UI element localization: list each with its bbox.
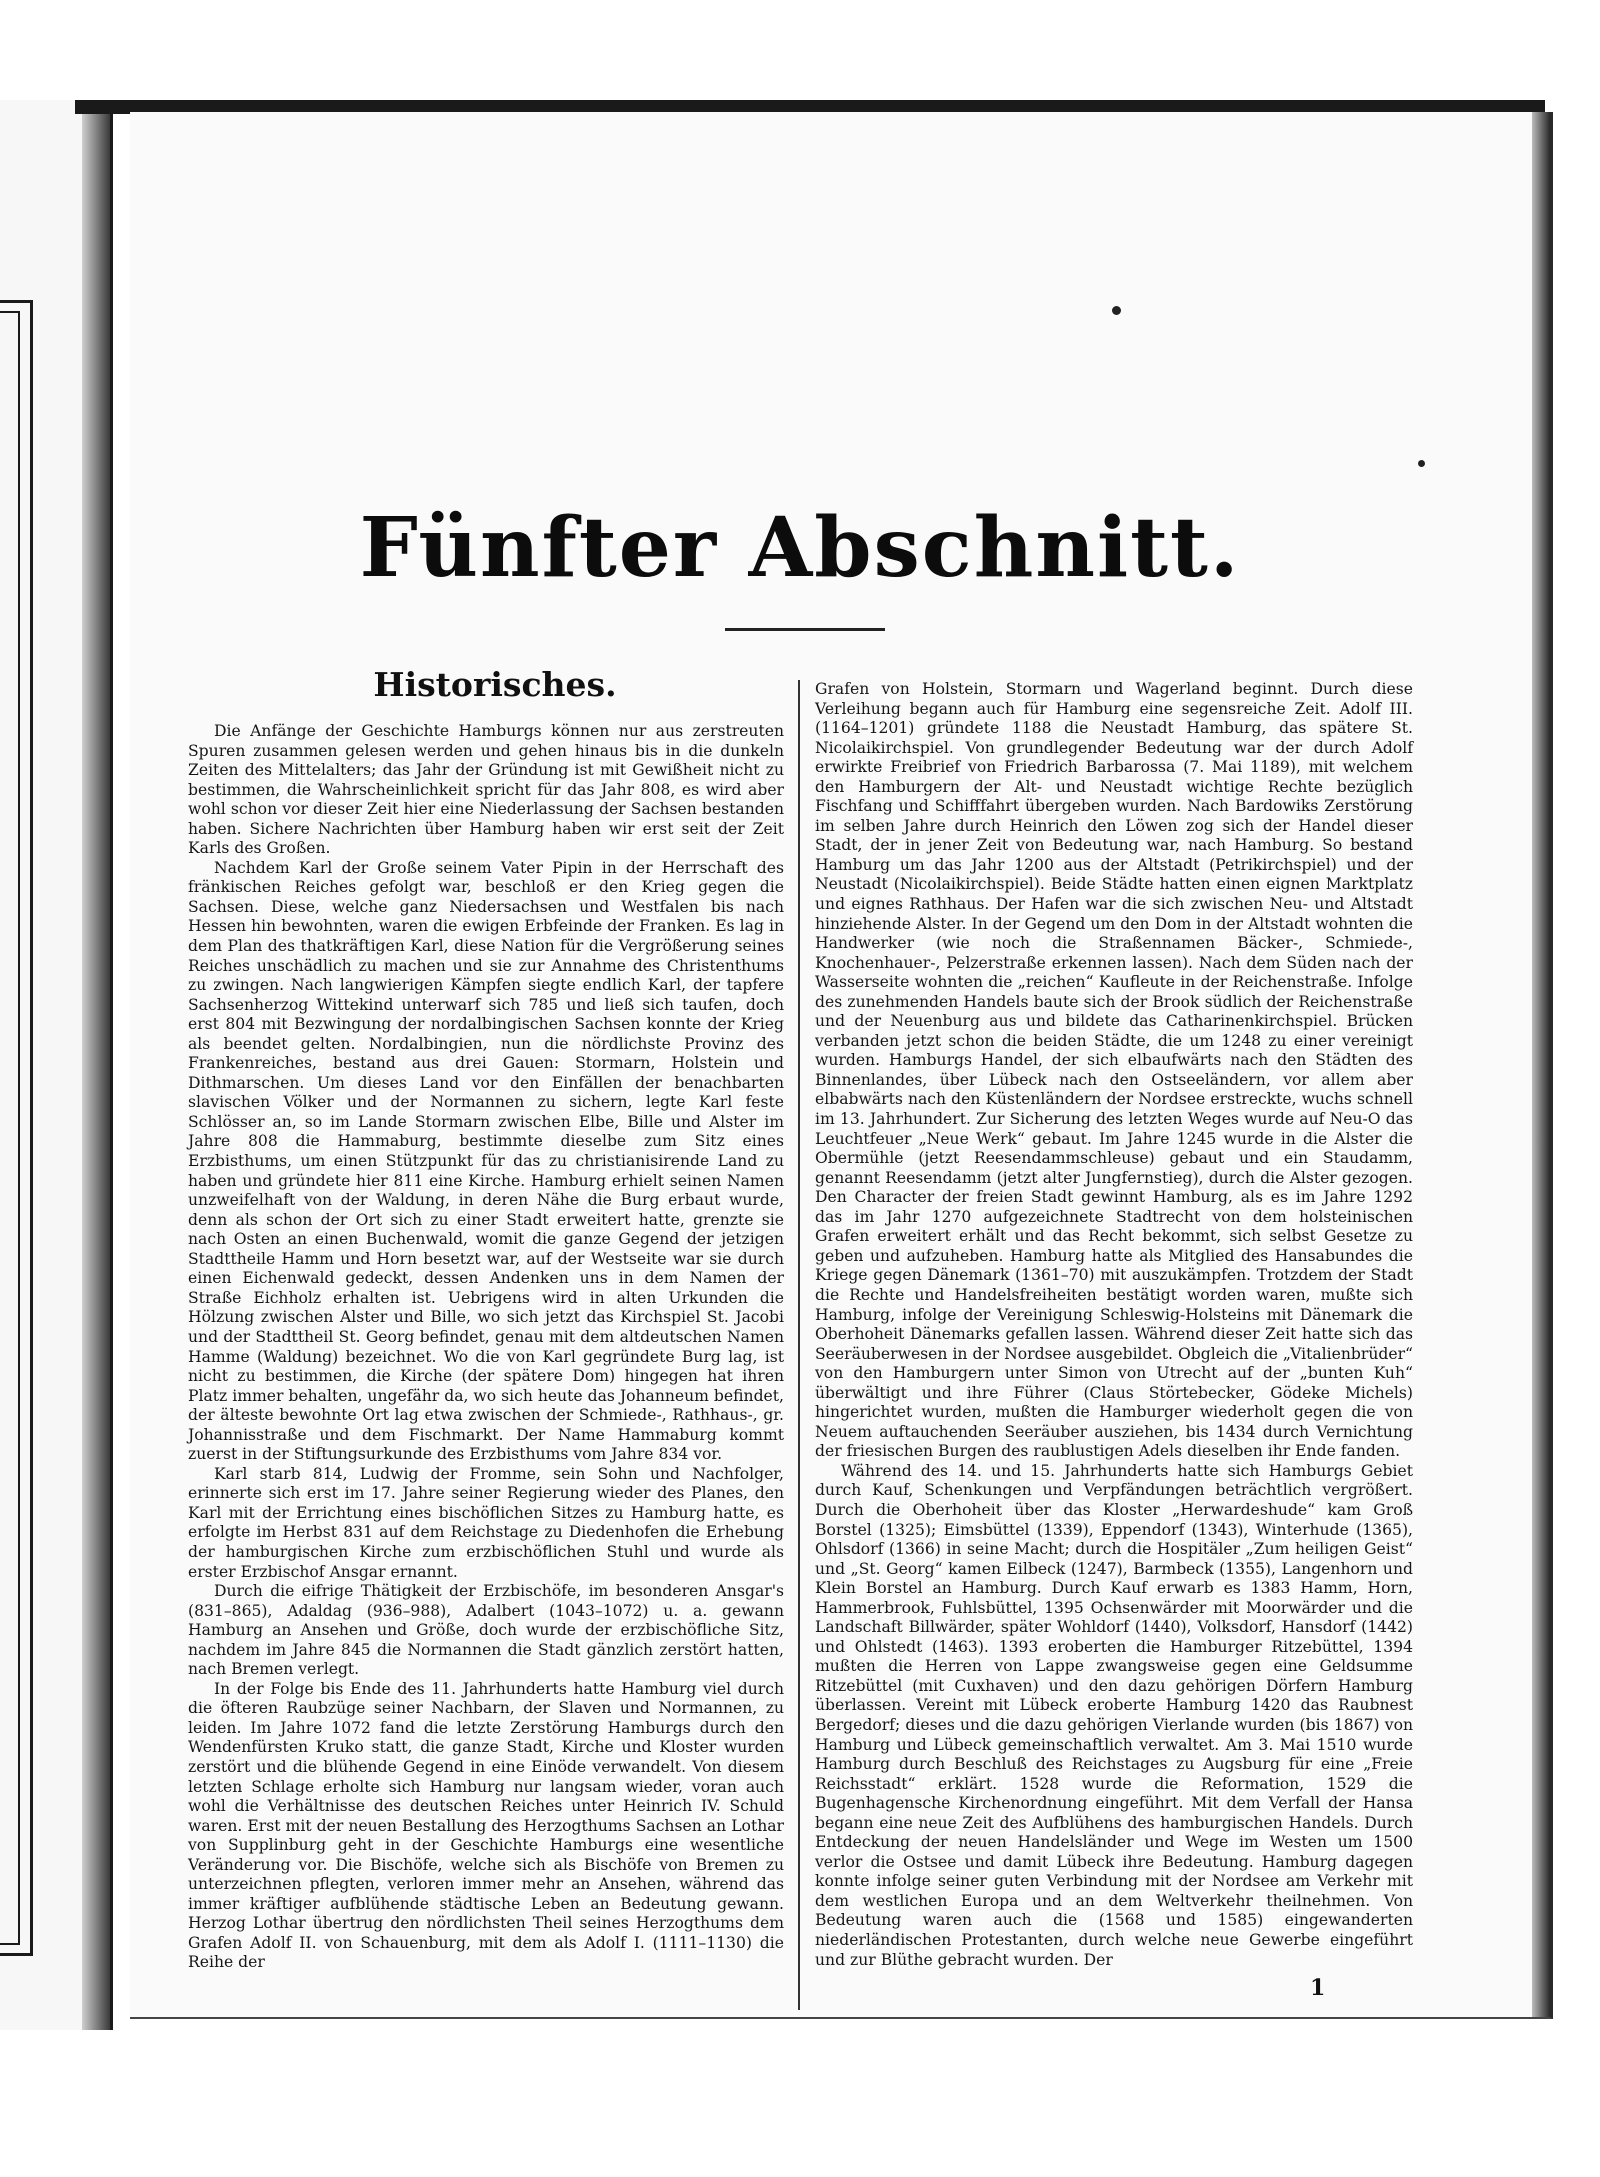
text-column-right — [815, 680, 1413, 1970]
paragraph: Durch die eifrige Thätigkeit der Erzbischöfe, im besonderen Ansgar's (831–865), Adaldag (936–988), Adalbert (1043–1072) u. a. gewann Hamburg an Ansehen und Größe, doch wurde der erzbischöfliche Sitz, nachdem im Jahre 845 die Normannen die Stadt gänzlich zerstört hatten, nach Bremen verlegt. — [188, 1582, 784, 1679]
subsection-title: Historisches. — [373, 665, 617, 704]
title-rule — [725, 628, 885, 631]
ink-speck — [1418, 460, 1425, 467]
ink-speck — [1112, 306, 1121, 315]
paragraph: Während des 14. und 15. Jahrhunderts hatte sich Hamburgs Gebiet durch Kauf, Schenkungen und Verpfändungen beträchtlich vergrößert. Durch die Oberhoheit über das Kloster „Herwardeshude“ kam Groß Borstel (1325); Eimsbüttel (1339), Eppendorf (1343), Winterhude (1365), Ohlsdorf (1366) in seine Macht; durch die Hospitäler „Zum heiligen Geist“ und „St. Georg“ kamen Eilbeck (1247), Barmbeck (1355), Langenhorn und Klein Borstel an Hamburg. Durch Kauf erwarb es 1383 Hamm, Horn, Hammerbrook, Fuhlsbüttel, 1395 Ochsenwärder mit Moorwärder und die Landschaft Billwärder, später Wohldorf (1440), Volksdorf, Hansdorf (1442) und Ohlstedt (1463). 1393 eroberten die Hamburger Ritzebüttel, 1394 mußten die Herren von Lappe zwangsweise gegen eine Geldsumme Ritzebüttel (mit Cuxhaven) und den dazu gehörigen Dörfern Hamburg überlassen. Vereint mit Lübeck eroberte Hamburg 1420 das Raubnest Bergedorf; dieses und die dazu gehörigen Vierlande wurden (bis 1867) von Hamburg und Lübeck gemeinschaftlich verwaltet. Am 3. Mai 1510 wurde Hamburg durch Beschluß des Reichstages zu Augsburg für eine „Freie Reichsstadt“ erklärt. 1528 wurde die Reformation, 1529 die Bugenhagensche Kirchenordnung eingeführt. Mit dem Verfall der Hansa begann eine neue Zeit des Aufblühens des hamburgischen Handels. Durch Entdeckung der neuen Handelsländer und Wege im Westen um 1500 verlor die Ostsee und damit Lübeck ihre Bedeutung. Hamburg dagegen konnte infolge seiner guten Verbindung mit der Nordsee am Verkehr mit dem westlichen Europa und an dem Weltverkehr theilnehmen. Von Bedeutung waren auch die (1568 und 1585) eingewanderten niederländischen Protestanten, durch welche neue Gewerbe eingeführt und zur Blüthe gebracht wurden. Der — [815, 1461, 1413, 1969]
section-title: Fünfter Abschnitt. — [359, 500, 1241, 596]
paragraph: In der Folge bis Ende des 11. Jahrhunderts hatte Hamburg viel durch die öfteren Raubzüge seiner Nachbarn, der Slaven und Normannen, zu leiden. Im Jahre 1072 fand die letzte Zerstörung Hamburgs durch den Wendenfürsten Kruko statt, die ganze Stadt, Kirche und Kloster wurden zerstört und die blühende Gegend in eine Einöde verwandelt. Von diesem letzten Schlage erholte sich Hamburg nur langsam wieder, voran auch wohl die Verhältnisse des deutschen Reiches unter Heinrich IV. Schuld waren. Erst mit der neuen Bestallung des Herzogthums Sachsen an Lothar von Supplinburg geht in der Geschichte Hamburgs eine wesentliche Veränderung vor. Die Bischöfe, welche sich als Bischöfe von Bremen zu unterzeichnen pflegten, verloren immer mehr an Ansehen, während das immer kräftiger aufblühende städtische Leben an Bedeutung gewann. Herzog Lothar übertrug den nördlichsten Theil seines Herzogthums dem Grafen Adolf II. von Schauenburg, mit dem als Adolf I. (1111–1130) die Reihe der — [188, 1679, 784, 1972]
gutter-shadow — [82, 100, 110, 2030]
paragraph: Nachdem Karl der Große seinem Vater Pipin in der Herrschaft des fränkischen Reiches gefolgt war, beschloß er den Krieg gegen die Sachsen. Diese, welche ganz Niedersachsen und Westfalen bis nach Hessen hin bewohnten, waren die ewigen Erbfeinde der Franken. Es lag in dem Plan des thatkräftigen Karl, diese Nation für die Vergrößerung seines Reiches unschädlich zu machen und sie zur Annahme des Christenthums zu zwingen. Nach langwierigen Kämpfen siegte endlich Karl, der tapfere Sachsenherzog Wittekind unterwarf sich 785 und ließ sich taufen, doch erst 804 mit Bezwingung der nordalbingischen Sachsen konnte der Krieg als beendet gelten. Nordalbingien, nun die nördlichste Provinz des Frankenreiches, bestand aus drei Gauen: Stormarn, Holstein und Dithmarschen. Um dieses Land vor den Einfällen der benachbarten slavischen Völker und der Normannen zu sichern, legte Karl feste Schlösser an, so im Lande Stormarn zwischen Elbe, Bille und Alster im Jahre 808 die Hammaburg, bestimmte dieselbe zum Sitz eines Erzbisthums, um einen Stützpunkt für das zu christianisirende Land zu haben und gründete hier 811 eine Kirche. Hamburg erhielt seinen Namen unzweifelhaft von der Waldung, in deren Nähe die Burg erbaut wurde, denn als schon der Ort sich zu einer Stadt erweitert hatte, grenzte sie nach Osten an einen Buchenwald, womit die ganze Gegend der jetzigen Stadttheile Hamm und Horn besetzt war, auf der Westseite war sie durch einen Eichenwald gedeckt, dessen Andenken uns in dem Namen der Straße Eichholz erhalten ist. Uebrigens wird in alten Urkunden die Hölzung zwischen Alster und Bille, wo sich jetzt das Kirchspiel St. Jacobi und der Stadttheil St. Georg befindet, genau mit dem altdeutschen Namen Hamme (Waldung) bezeichnet. Wo die von Karl gegründete Burg lag, ist nicht zu bestimmen, die Kirche (der spätere Dom) hingegen hat ihren Platz immer behalten, ungefähr da, wo sich heute das Johanneum befindet, der älteste bewohnte Ort lag etwa zwischen der Schmiede-, Rathhaus-, gr. Johannisstraße und dem Fischmarkt. Der Name Hammaburg kommt zuerst in der Stiftungsurkunde des Erzbisthums vom Jahre 834 vor. — [188, 858, 785, 1464]
paragraph: Die Anfänge der Geschichte Hamburgs können nur aus zerstreuten Spuren zusammen gelesen werden und gehen hinaus bis in die dunkeln Zeiten des Mittelalters; das Jahr der Gründung ist mit Gewißheit nicht zu bestimmen, die Wahrscheinlichkeit spricht für das Jahr 808, es wird aber wohl schon vor dieser Zeit hier eine Niederlassung der Sachsen bestanden haben. Sichere Nachrichten über Hamburg haben wir erst seit der Zeit Karls des Großen. — [188, 722, 784, 858]
page-right-edge — [1532, 112, 1550, 2017]
page-number: 1 — [1310, 1975, 1326, 2001]
paragraph: Grafen von Holstein, Stormarn und Wagerland beginnt. Durch diese Verleihung begann auch für Hamburg eine segensreiche Zeit. Adolf III. (1164–1201) gründete 1188 die Neustadt Hamburg, das spätere St. Nicolaikirchspiel. Von grundlegender Bedeutung war der durch Adolf erwirkte Freibrief von Friedrich Barbarossa (7. Mai 1189), mit welchem den Hamburgern der Alt- und Neustadt wichtige Rechte bezüglich Fischfang und Schifffahrt übergeben wurden. Nach Bardowiks Zerstörung im selben Jahre durch Heinrich den Löwen zog sich der Handel dieser Stadt, der in jener Zeit von Bedeutung war, nach Hamburg. So bestand Hamburg um das Jahr 1200 aus der Altstadt (Petrikirchspiel) und der Neustadt (Nicolaikirchspiel). Beide Städte hatten einen eignen Marktplatz und eignes Rathhaus. Der Hafen war die sich zwischen Neu- und Altstadt hinziehende Alster. In der Gegend um den Dom in der Altstadt wohnten die Handwerker (wie noch die Straßennamen Bäcker-, Schmiede-, Knochenhauer-, Pelzerstraße erkennen lassen). Nach dem Süden nach der Wasserseite wohnten die „reichen“ Kaufleute in der Reichenstraße. Infolge des zunehmenden Handels baute sich der Brook südlich der Reichenstraße und der Neuenburg aus und bildete das Catharinenkirchspiel. Brücken verbanden jetzt schon die beiden Städte, die um 1248 zu einer vereinigt wurden. Hamburgs Handel, der sich elbaufwärts nach den Städten des Binnenlandes, über Lübeck nach den Ostseeländern, vor allem aber elbabwärts nach den Küstenländern der Nordsee erstreckte, wuchs schnell im 13. Jahrhundert. Zur Sicherung des letzten Weges wurde auf Neu-O das Leuchtfeuer „Neue Werk“ gebaut. Im Jahre 1245 wurde in die Alster die Obermühle (jetzt Reesendammschleuse) gebaut und ein Staudamm, genannt Reesendamm (jetzt alter Jungfernstieg), durch die Alster gezogen. Den Character der freien Stadt gewinnt Hamburg, als es im Jahre 1292 das im Jahr 1270 aufgezeichnete Stadtrecht von dem holsteinischen Grafen erweitert erhält und das Recht bekommt, sich selbst Gesetze zu geben und aufzuheben. Hamburg hatte als Mitglied des Hansabundes die Kriege gegen Dänemark (1361–70) mit auszukämpfen. Trotzdem der Stadt die Rechte und Handelsfreiheiten bestätigt worden waren, mußte sich Hamburg, infolge der Vereinigung Schleswig-Holsteins mit Dänemark die Oberhoheit Dänemarks gefallen lassen. Während dieser Zeit hatte sich das Seeräuberwesen in der Nordsee ausgebildet. Obgleich die „Vitalienbrüder“ von den Hamburgern unter Simon von Utrecht auf der „bunten Kuh“ überwältigt und ihre Führer (Claus Störtebecker, Gödeke Michels) hingerichtet wurden, mußten die Hamburger wiederholt gegen die von Neuem auftauchenden Seeräuber ausziehen, bis 1434 durch Vernichtung der friesischen Burgen des raublustigen Adels dieselben ihr Ende fanden. — [815, 680, 1413, 1461]
text-column-left — [188, 722, 784, 1973]
adjacent-page-edge — [0, 100, 113, 2030]
column-divider — [798, 680, 800, 2010]
paragraph: Karl starb 814, Ludwig der Fromme, sein Sohn und Nachfolger, erinnerte sich erst im 17. Jahre seiner Regierung wieder des Planes, den Karl mit der Errichtung eines bischöflichen Sitzes zu Hamburg hatte, es erfolgte im Herbst 831 auf dem Reichstage zu Diedenhofen die Erhebung der hamburgischen Kirche zum erzbischöflichen Stuhl und wurde als erster Erzbischof Ansgar ernannt. — [188, 1464, 784, 1581]
